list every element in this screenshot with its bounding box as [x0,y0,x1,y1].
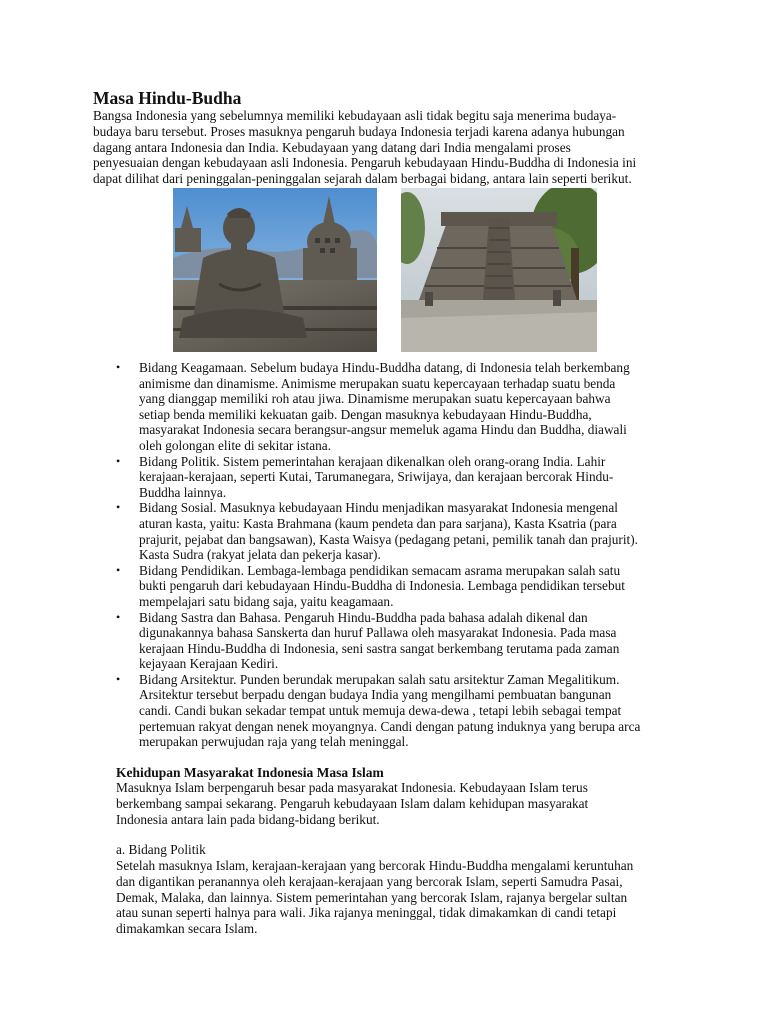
list-item [116,610,686,672]
list-item-line: merupakan perwujudan raja yang telah meninggal. [139,734,409,750]
section-heading-islam: Kehidupan Masyarakat Indonesia Masa Islam [116,765,384,780]
bullet-icon: • [116,453,121,468]
list-item-line: animisme dan dinamisme. Animisme merupakan suatu kepercayaan terhadap suatu benda [139,375,616,391]
list-item [116,360,686,454]
candi-sukuh-photo [401,188,597,352]
bullet-icon: • [116,609,121,624]
list-item-line: aturan kasta, yaitu: Kasta Brahmana (kaum pendeta dan para sarjana), Kasta Ksatria (para [139,515,617,531]
list-item-line: kerajaan-kerajaan, seperti Kutai, Tarumanegara, Sriwijaya, dan kerajaan bercorak Hindu- [139,469,614,485]
list-item-line: pertemuan rakyat dengan nenek moyangnya. Candi dengan patung induknya yang berupa arca [139,718,641,734]
list-item-line: Bidang Pendidikan. Lembaga-lembaga pendidikan semacam asrama merupakan salah satu [139,562,621,578]
list-item-line: Buddha lainnya. [139,484,227,500]
list-item-line: Kasta Sudra (rakyat jelata dan pekerja kasar). [139,547,381,563]
list-item [116,563,686,610]
subheading-politik: a. Bidang Politik [116,842,206,857]
list-item-line: kerajaan Hindu-Buddha di Indonesia, seni sastra sangat berkembang terutama pada zaman [139,640,620,656]
intro-line: budaya baru tersebut. Proses masuknya pengaruh budaya Indonesia terjadi karena adanya hubungan [93,123,625,139]
bullet-icon: • [116,360,121,374]
bullet-icon: • [116,562,121,577]
list-item-line: oleh golongan elite di sekitar istana. [139,437,332,453]
bullet-icon: • [116,500,121,515]
intro-paragraph [93,108,683,187]
list-item-line: Bidang Sosial. Masuknya kebudayaan Hindu menjadikan masyarakat Indonesia mengenal [139,500,618,516]
list-item [116,672,686,750]
list-item [116,500,686,562]
photo-row [173,188,603,352]
list-item-line: prajurit, pejabat dan bangsawan), Kasta Waisya (pedagang petani, pemilik tanah dan prajurit). [139,531,638,547]
list-item-line: kejayaan Kerajaan Kediri. [139,656,279,672]
intro-line: Bangsa Indonesia yang sebelumnya memiliki kebudayaan asli tidak begitu saja menerima budaya- [93,108,617,123]
bullet-icon: • [116,671,121,686]
list-item-line: candi. Candi bukan sekadar tempat untuk memuja dewa-dewa , tetapi lebih sebagai tempat [139,703,622,719]
intro-line: dapat dilihat dari peninggalan-peninggalan sejarah dalam berbagai bidang, antara lain seperti berikut. [93,171,632,187]
paragraph-line: Masuknya Islam berpengaruh besar pada masyarakat Indonesia. Kebudayaan Islam terus [116,780,588,795]
paragraph-line: dimakamkan secara Islam. [116,921,258,937]
list-item-line: Bidang Sastra dan Bahasa. Pengaruh Hindu-Buddha pada bahasa adalah dikenal dan [139,609,588,625]
list-item-line: Arsitektur tersebut berpadu dengan budaya India yang mengilhami pembuatan bangunan [139,687,612,703]
paragraph-line: Demak, Malaka, dan lainnya. Sistem pemerintahan yang bercorak Islam, rajanya bergelar sultan [116,889,628,905]
paragraph-line: berkembang sampai sekarang. Pengaruh kebudayaan Islam dalam kehidupan masyarakat [116,795,589,811]
paragraph-line: dan digantikan peranannya oleh kerajaan-kerajaan yang bercorak Islam, seperti Samudra Pasai, [116,873,623,889]
paragraph-line: Setelah masuknya Islam, kerajaan-kerajaan yang bercorak Hindu-Buddha mengalami keruntuhan [116,858,634,873]
intro-line: dagang antara Indonesia dan India. Kebudayaan yang datang dari India mengalami proses [93,139,571,155]
list-item-line: Bidang Politik. Sistem pemerintahan kerajaan dikenalkan oleh orang-orang India. Lahir [139,453,606,469]
list-item [116,454,686,501]
page-title: Masa Hindu-Budha [93,88,242,108]
list-item-line: Bidang Arsitektur. Punden berundak merupakan salah satu arsitektur Zaman Megalitikum. [139,671,620,687]
borobudur-buddha-photo [173,188,377,352]
politik-paragraph [116,858,676,937]
list-item-line: digunakannya bahasa Sanskerta dan huruf Pallawa oleh masyarakat Indonesia. Pada masa [139,625,617,641]
list-item-line: bukti pengaruh dari kebudayaan Hindu-Buddha di Indonesia. Lembaga pendidikan tersebut [139,578,625,594]
list-item-line: setiap benda memiliki kekuatan gaib. Dengan masuknya kebudayaan Hindu-Buddha, [139,406,592,422]
list-item-line: yang dianggap memiliki roh atau jiwa. Dinamisme merupakan suatu kepercayaan bahwa [139,391,611,407]
list-item-line: mempelajari satu bidang saja, yaitu keagamaan. [139,593,394,609]
list-item-line: masyarakat Indonesia secara berangsur-angsur memeluk agama Hindu dan Buddha, diawali [139,422,627,438]
islam-intro-paragraph [116,780,676,827]
list-item-line: Bidang Keagamaan. Sebelum budaya Hindu-Buddha datang, di Indonesia telah berkembang [139,360,630,375]
hindu-buddha-influence-list [116,360,686,750]
paragraph-line: Indonesia antara lain pada bidang-bidang berikut. [116,811,380,827]
paragraph-line: atau sunan seperti halnya para wali. Jika rajanya meninggal, tidak dimakamkan di candi tetapi [116,905,617,921]
intro-line: penyesuaian dengan kebudayaan asli Indonesia. Pengaruh kebudayaan Hindu-Buddha di Indonesia ini [93,155,637,171]
